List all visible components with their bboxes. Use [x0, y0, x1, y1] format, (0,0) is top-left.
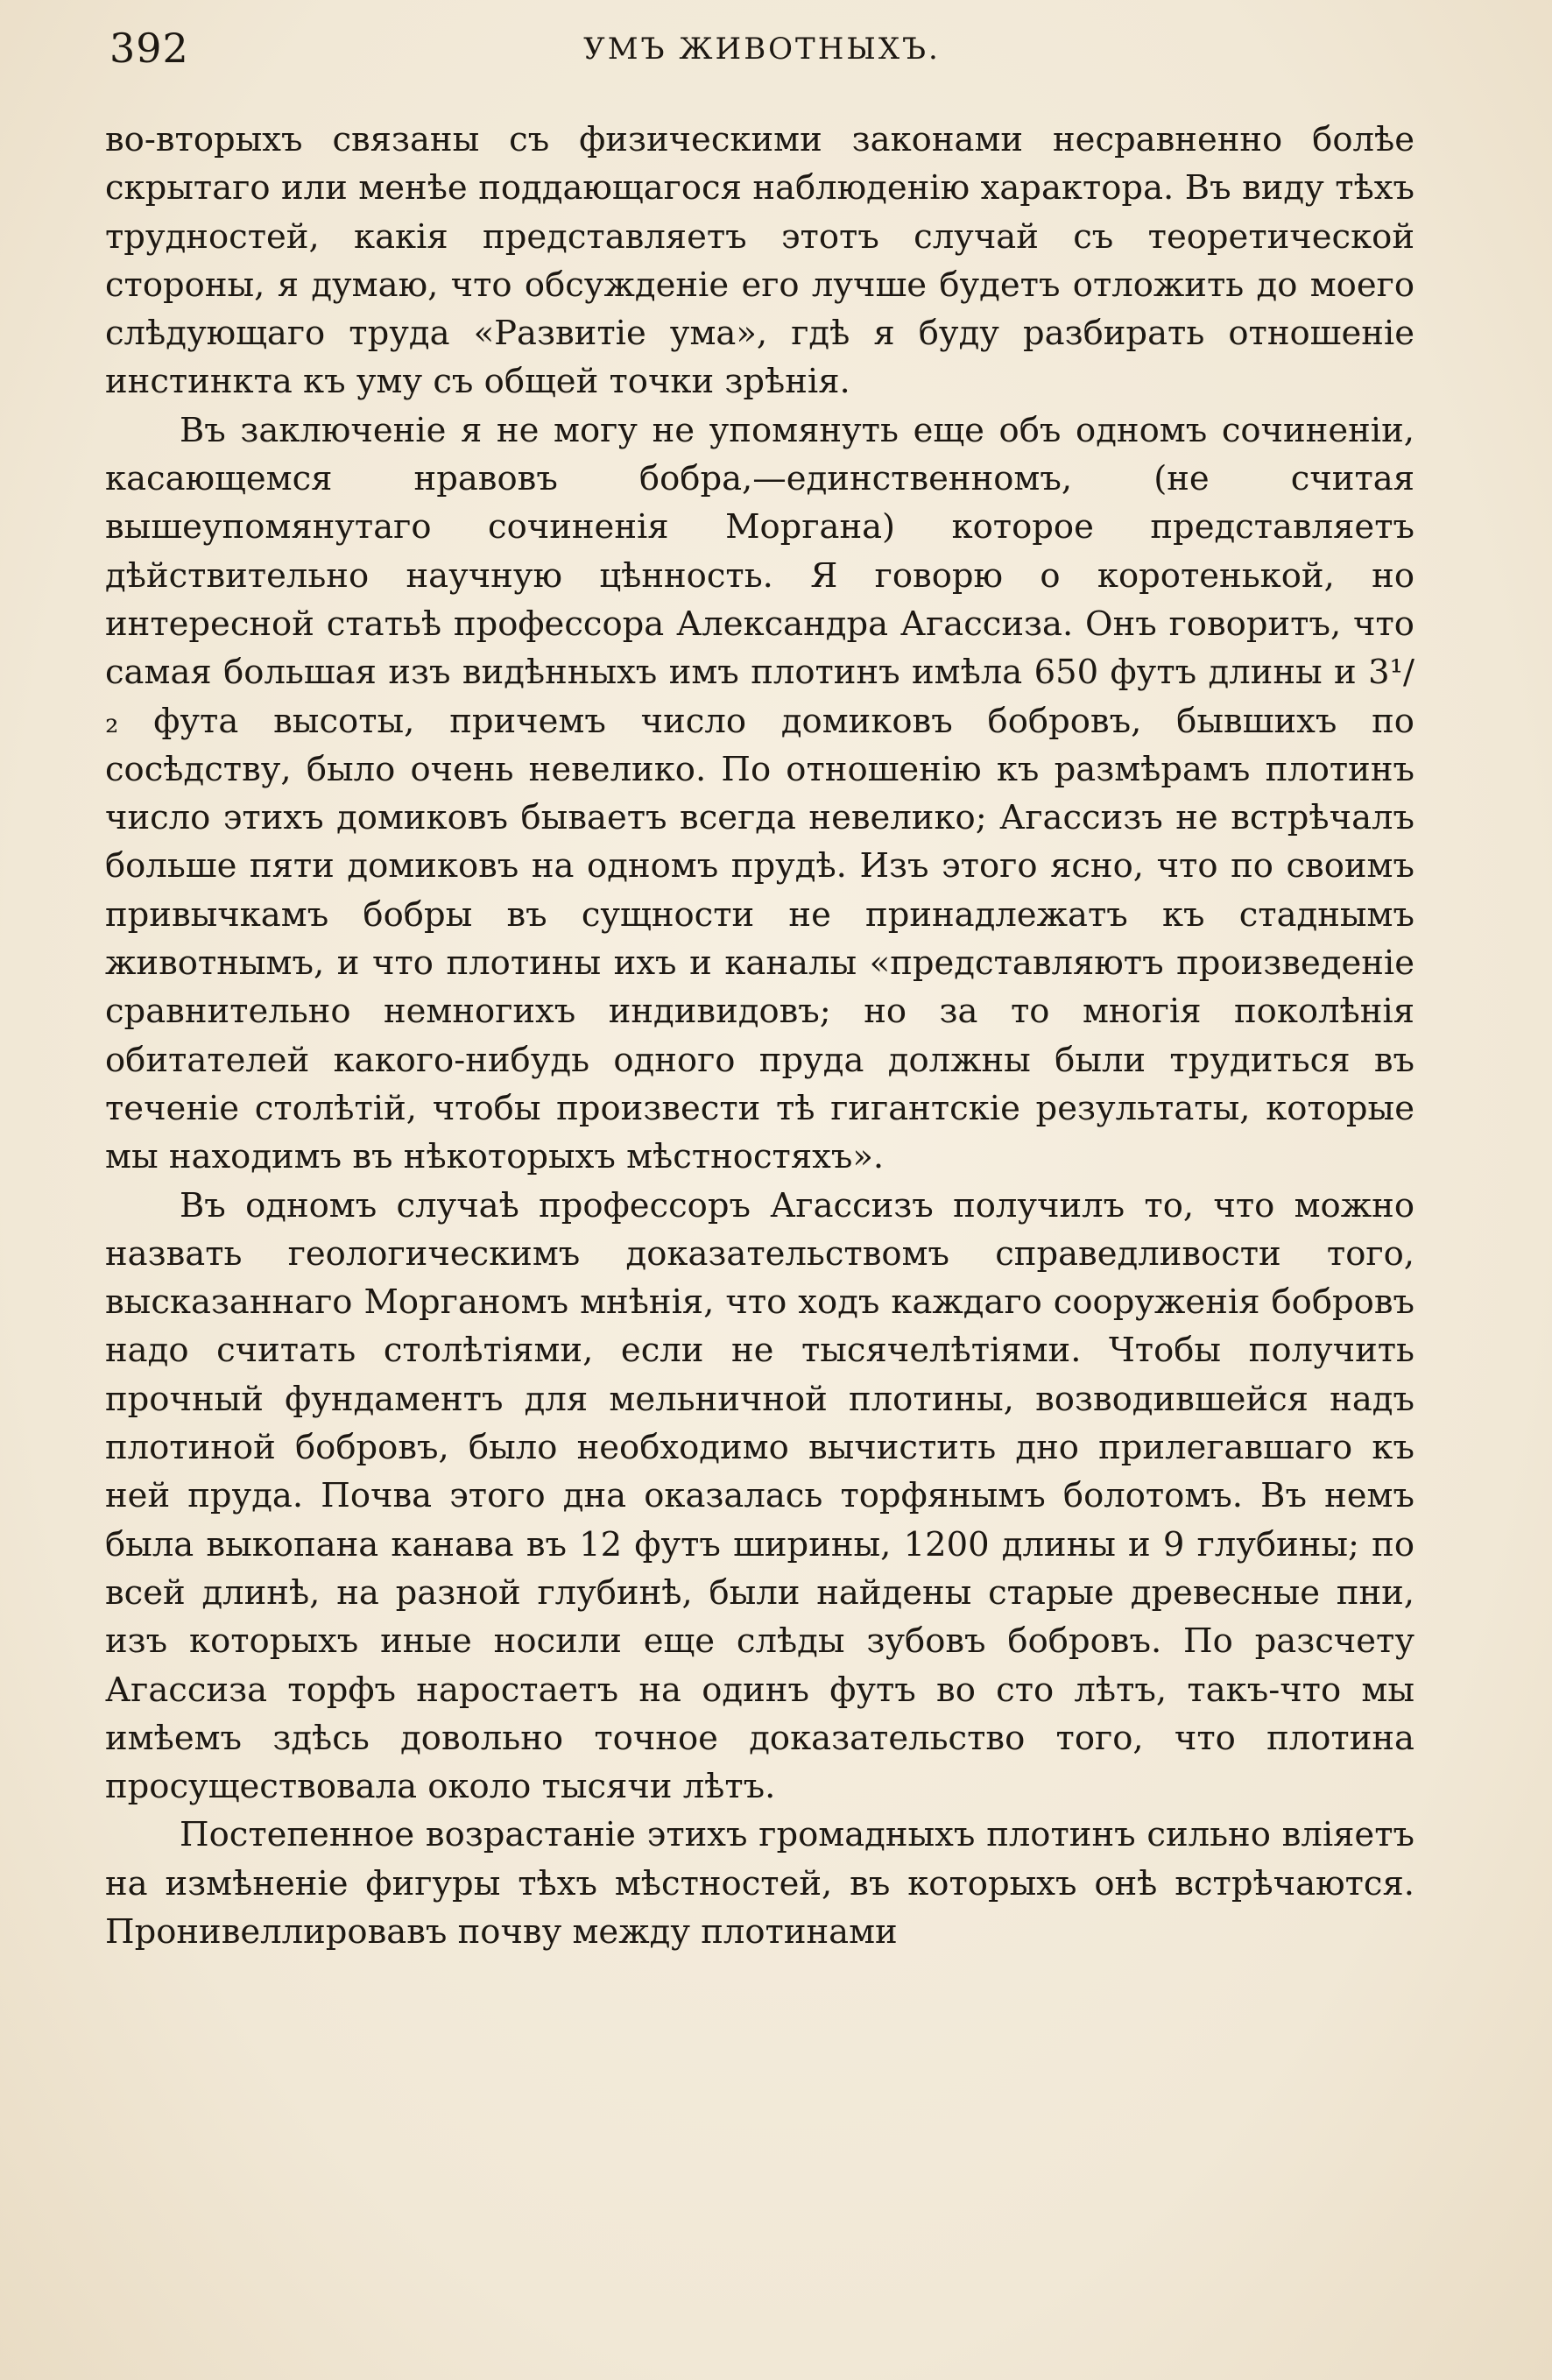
running-head: УМЪ ЖИВОТНЫХЪ.: [583, 32, 941, 67]
page-header: [105, 19, 1419, 81]
body-text: [105, 116, 1414, 1956]
paragraph-agassiz-article: Въ заключеніе я не могу не упомянуть еще объ одномъ сочиненіи, касающемся нравовъ бобра,—единственномъ, (не считая вышеупомянутаго сочиненія Моргана) которое представляетъ дѣйствительно научную цѣнность. Я говорю о коротенькой, но интересной статьѣ профессора Александра Агассиза. Онъ говоритъ, что самая большая изъ видѣнныхъ имъ плотинъ имѣла 650 футъ длины и 3¹/₂ фута высоты, причемъ число домиковъ бобровъ, бывшихъ по сосѣдству, было очень невелико. По отношенію къ размѣрамъ плотинъ число этихъ домиковъ бываетъ всегда невелико; Агассизъ не встрѣчалъ больше пяти домиковъ на одномъ прудѣ. Изъ этого ясно, что по своимъ привычкамъ бобры въ сущности не принадлежатъ къ стаднымъ животнымъ, и что плотины ихъ и каналы «представляютъ произведеніе сравнительно немногихъ индивидовъ; но за то многія поколѣнія обитателей какого-нибудь одного пруда должны были трудиться въ теченіе столѣтій, чтобы произвести тѣ гигантскіе результаты, которые мы находимъ въ нѣкоторыхъ мѣстностяхъ».: [105, 410, 1414, 1177]
page-number: 392: [109, 25, 189, 72]
paragraph-continued: во-вторыхъ связаны съ физическими законами несравненно болѣе скрытаго или менѣе поддающагося наблюденію характора. Въ виду тѣхъ трудностей, какія представляетъ этотъ случай съ теоретической стороны, я думаю, что обсужденіе его лучше будетъ отложить до моего слѣдующаго труда «Развитіе ума», гдѣ я буду разбирать отношеніе инстинкта къ уму съ общей точки зрѣнія.: [105, 120, 1414, 402]
paragraph-geological-evidence: Въ одномъ случаѣ профессоръ Агассизъ получилъ то, что можно назвать геологическимъ доказательствомъ справедливости того, высказаннаго Морганомъ мнѣнія, что ходъ каждаго сооруженія бобровъ надо считать столѣтіями, если не тысячелѣтіями. Чтобы получить прочный фундаментъ для мельничной плотины, возводившейся надъ плотиной бобровъ, было необходимо вычистить дно прилегавшаго къ ней пруда. Почва этого дна оказалась торфянымъ болотомъ. Въ немъ была выкопана канава въ 12 футъ ширины, 1200 длины и 9 глубины; по всей длинѣ, на разной глубинѣ, были найдены старые древесные пни, изъ которыхъ иные носили еще слѣды зубовъ бобровъ. По разсчету Агассиза торфъ наростаетъ на одинъ футъ во сто лѣтъ, такъ-что мы имѣемъ здѣсь довольно точное доказательство того, что плотина просуществовала около тысячи лѣтъ.: [105, 1185, 1414, 1807]
paragraph-dam-growth: Постепенное возрастаніе этихъ громадныхъ плотинъ сильно вліяетъ на измѣненіе фигуры тѣхъ мѣстностей, въ которыхъ онѣ встрѣчаются. Пронивеллировавъ почву между плотинами: [105, 1815, 1414, 1952]
